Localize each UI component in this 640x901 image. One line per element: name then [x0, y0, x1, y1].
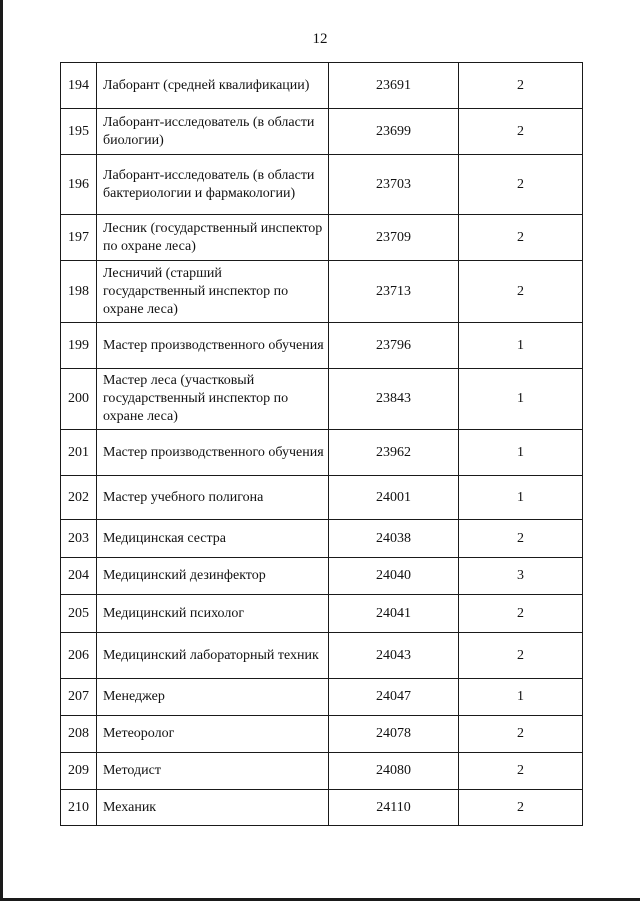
position-quantity: 1 — [459, 430, 583, 476]
row-number: 195 — [61, 109, 97, 155]
row-number: 196 — [61, 155, 97, 215]
row-number: 200 — [61, 369, 97, 430]
position-code: 23843 — [329, 369, 459, 430]
position-quantity: 2 — [459, 595, 583, 633]
position-quantity: 3 — [459, 558, 583, 595]
position-quantity: 1 — [459, 476, 583, 520]
position-quantity: 2 — [459, 109, 583, 155]
table-row — [61, 63, 583, 109]
position-name: Мастер леса (участковый государственный инспектор по охране леса) — [97, 369, 329, 430]
table-row — [61, 323, 583, 369]
position-code: 23713 — [329, 261, 459, 323]
position-quantity: 2 — [459, 261, 583, 323]
position-name: Менеджер — [97, 679, 329, 716]
row-number: 205 — [61, 595, 97, 633]
table-row — [61, 430, 583, 476]
position-name: Лесничий (старший государственный инспектор по охране леса) — [97, 261, 329, 323]
position-name: Мастер производственного обучения — [97, 430, 329, 476]
position-name: Лаборант-исследователь (в области биологии) — [97, 109, 329, 155]
position-code: 24080 — [329, 753, 459, 790]
row-number: 207 — [61, 679, 97, 716]
position-code: 23796 — [329, 323, 459, 369]
table-row — [61, 790, 583, 826]
position-code: 23703 — [329, 155, 459, 215]
row-number: 210 — [61, 790, 97, 826]
position-quantity: 2 — [459, 790, 583, 826]
position-name: Медицинский дезинфектор — [97, 558, 329, 595]
position-code: 24043 — [329, 633, 459, 679]
page-number: 12 — [312, 31, 328, 47]
position-quantity: 2 — [459, 716, 583, 753]
table-row — [61, 155, 583, 215]
row-number: 208 — [61, 716, 97, 753]
table-row — [61, 633, 583, 679]
row-number: 203 — [61, 520, 97, 558]
position-quantity: 2 — [459, 753, 583, 790]
table-row — [61, 753, 583, 790]
position-quantity: 1 — [459, 679, 583, 716]
table-row — [61, 558, 583, 595]
row-number: 197 — [61, 215, 97, 261]
position-code: 24001 — [329, 476, 459, 520]
row-number: 204 — [61, 558, 97, 595]
position-quantity: 2 — [459, 63, 583, 109]
position-name: Медицинская сестра — [97, 520, 329, 558]
table-row — [61, 369, 583, 430]
table-row — [61, 520, 583, 558]
position-code: 24047 — [329, 679, 459, 716]
scan-edge-left — [0, 0, 3, 901]
table-row — [61, 109, 583, 155]
row-number: 206 — [61, 633, 97, 679]
position-name: Медицинский лабораторный техник — [97, 633, 329, 679]
table-row — [61, 716, 583, 753]
position-code: 23699 — [329, 109, 459, 155]
position-quantity: 2 — [459, 520, 583, 558]
table-row — [61, 679, 583, 716]
position-code: 24078 — [329, 716, 459, 753]
position-name: Методист — [97, 753, 329, 790]
table-row — [61, 261, 583, 323]
position-name: Метеоролог — [97, 716, 329, 753]
positions-table — [60, 62, 583, 826]
position-name: Мастер учебного полигона — [97, 476, 329, 520]
position-name: Медицинский психолог — [97, 595, 329, 633]
position-name: Лесник (государственный инспектор по охране леса) — [97, 215, 329, 261]
position-code: 24041 — [329, 595, 459, 633]
position-name: Механик — [97, 790, 329, 826]
table-row — [61, 476, 583, 520]
position-code: 23709 — [329, 215, 459, 261]
position-code: 23962 — [329, 430, 459, 476]
position-code: 24110 — [329, 790, 459, 826]
position-quantity: 1 — [459, 323, 583, 369]
row-number: 198 — [61, 261, 97, 323]
row-number: 199 — [61, 323, 97, 369]
position-quantity: 2 — [459, 215, 583, 261]
table-row — [61, 595, 583, 633]
row-number: 202 — [61, 476, 97, 520]
position-quantity: 2 — [459, 155, 583, 215]
position-code: 24038 — [329, 520, 459, 558]
position-code: 24040 — [329, 558, 459, 595]
position-quantity: 2 — [459, 633, 583, 679]
position-name: Мастер производственного обучения — [97, 323, 329, 369]
table-row — [61, 215, 583, 261]
position-code: 23691 — [329, 63, 459, 109]
row-number: 201 — [61, 430, 97, 476]
position-name: Лаборант (средней квалификации) — [97, 63, 329, 109]
position-quantity: 1 — [459, 369, 583, 430]
position-name: Лаборант-исследователь (в области бактериологии и фармакологии) — [97, 155, 329, 215]
row-number: 194 — [61, 63, 97, 109]
row-number: 209 — [61, 753, 97, 790]
